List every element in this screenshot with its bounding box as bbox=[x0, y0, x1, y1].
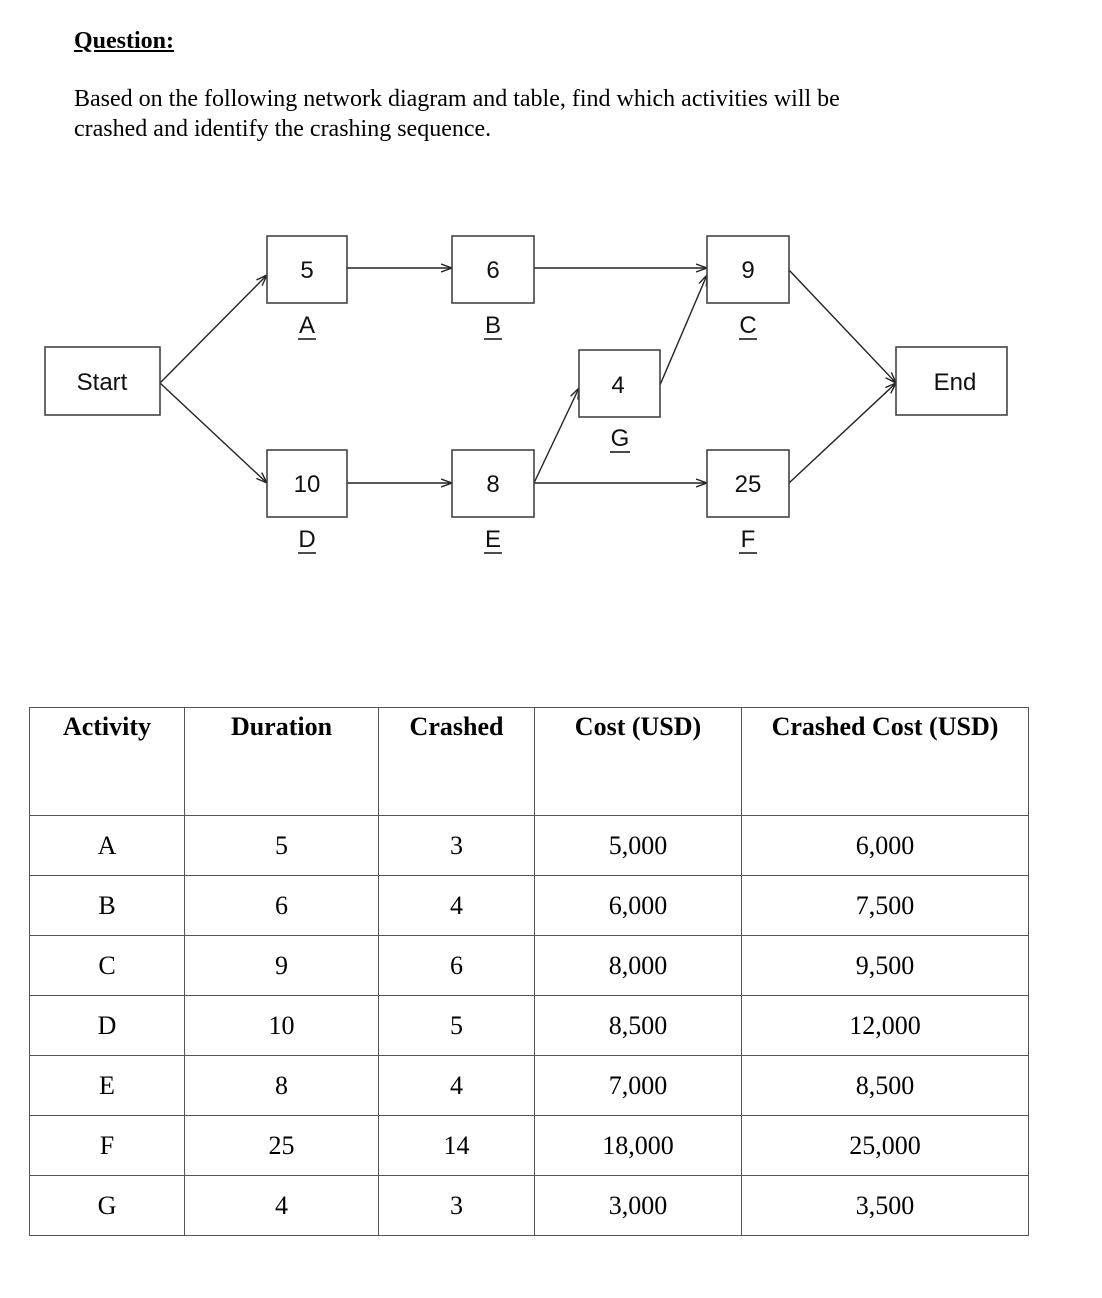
cell-duration: 25 bbox=[185, 1116, 379, 1176]
node-c-label: C bbox=[739, 312, 757, 339]
start-label: Start bbox=[76, 369, 128, 396]
cell-activity: D bbox=[30, 996, 185, 1056]
header-crashed: Crashed bbox=[379, 708, 535, 816]
cell-crashed: 14 bbox=[379, 1116, 535, 1176]
node-c-duration: 9 bbox=[741, 257, 755, 284]
node-a-label: A bbox=[298, 312, 316, 339]
table-row bbox=[30, 816, 1029, 876]
end-label: End bbox=[933, 369, 977, 396]
node-b-label: B bbox=[484, 312, 502, 339]
cell-crashed: 5 bbox=[379, 996, 535, 1056]
cell-duration: 9 bbox=[185, 936, 379, 996]
cell-crashed-cost: 12,000 bbox=[742, 996, 1029, 1056]
node-f-label: F bbox=[740, 526, 756, 553]
cell-duration: 8 bbox=[185, 1056, 379, 1116]
cell-cost: 5,000 bbox=[535, 816, 742, 876]
table-row bbox=[30, 876, 1029, 936]
header-duration: Duration bbox=[185, 708, 379, 816]
node-d-label: D bbox=[298, 526, 316, 553]
node-g-label: G bbox=[610, 425, 630, 452]
cell-activity: B bbox=[30, 876, 185, 936]
edge-start-a bbox=[160, 275, 267, 383]
cell-crashed: 6 bbox=[379, 936, 535, 996]
cell-crashed-cost: 25,000 bbox=[742, 1116, 1029, 1176]
cell-activity: A bbox=[30, 816, 185, 876]
node-f-duration: 25 bbox=[734, 471, 762, 498]
cell-crashed-cost: 8,500 bbox=[742, 1056, 1029, 1116]
table-row bbox=[30, 936, 1029, 996]
cell-cost: 18,000 bbox=[535, 1116, 742, 1176]
crashing-data-table bbox=[29, 707, 1029, 1236]
cell-crashed-cost: 7,500 bbox=[742, 876, 1029, 936]
edge-start-d bbox=[160, 383, 267, 483]
cell-crashed: 3 bbox=[379, 1176, 535, 1236]
cell-crashed: 3 bbox=[379, 816, 535, 876]
node-e-duration: 8 bbox=[486, 471, 500, 498]
table-row bbox=[30, 996, 1029, 1056]
cell-cost: 7,000 bbox=[535, 1056, 742, 1116]
table-header-row bbox=[30, 708, 1029, 816]
cell-crashed: 4 bbox=[379, 1056, 535, 1116]
cell-activity: F bbox=[30, 1116, 185, 1176]
edge-c-end bbox=[789, 270, 896, 383]
question-line-2: crashed and identify the crashing sequence. bbox=[74, 116, 492, 142]
cell-cost: 6,000 bbox=[535, 876, 742, 936]
cell-crashed: 4 bbox=[379, 876, 535, 936]
edge-g-c bbox=[660, 275, 707, 385]
table-row bbox=[30, 1116, 1029, 1176]
cell-cost: 3,000 bbox=[535, 1176, 742, 1236]
cell-duration: 4 bbox=[185, 1176, 379, 1236]
edge-e-g bbox=[534, 388, 579, 483]
question-heading: Question: bbox=[74, 28, 175, 54]
cell-activity: G bbox=[30, 1176, 185, 1236]
table-row bbox=[30, 1176, 1029, 1236]
cell-duration: 5 bbox=[185, 816, 379, 876]
cell-crashed-cost: 3,500 bbox=[742, 1176, 1029, 1236]
question-line-1: Based on the following network diagram and table, find which activities will be bbox=[74, 86, 840, 112]
node-b-duration: 6 bbox=[486, 257, 500, 284]
cell-activity: E bbox=[30, 1056, 185, 1116]
cell-duration: 10 bbox=[185, 996, 379, 1056]
header-activity: Activity bbox=[30, 708, 185, 816]
cell-crashed-cost: 9,500 bbox=[742, 936, 1029, 996]
network-diagram bbox=[0, 0, 1102, 640]
cell-activity: C bbox=[30, 936, 185, 996]
cell-cost: 8,500 bbox=[535, 996, 742, 1056]
node-e-label: E bbox=[484, 526, 502, 553]
cell-duration: 6 bbox=[185, 876, 379, 936]
node-d-duration: 10 bbox=[293, 471, 321, 498]
node-a-duration: 5 bbox=[300, 257, 314, 284]
table-row bbox=[30, 1056, 1029, 1116]
cell-crashed-cost: 6,000 bbox=[742, 816, 1029, 876]
node-g-duration: 4 bbox=[611, 372, 625, 399]
header-crashed-cost: Crashed Cost (USD) bbox=[742, 708, 1029, 816]
cell-cost: 8,000 bbox=[535, 936, 742, 996]
header-cost: Cost (USD) bbox=[535, 708, 742, 816]
edge-f-end bbox=[789, 383, 896, 483]
